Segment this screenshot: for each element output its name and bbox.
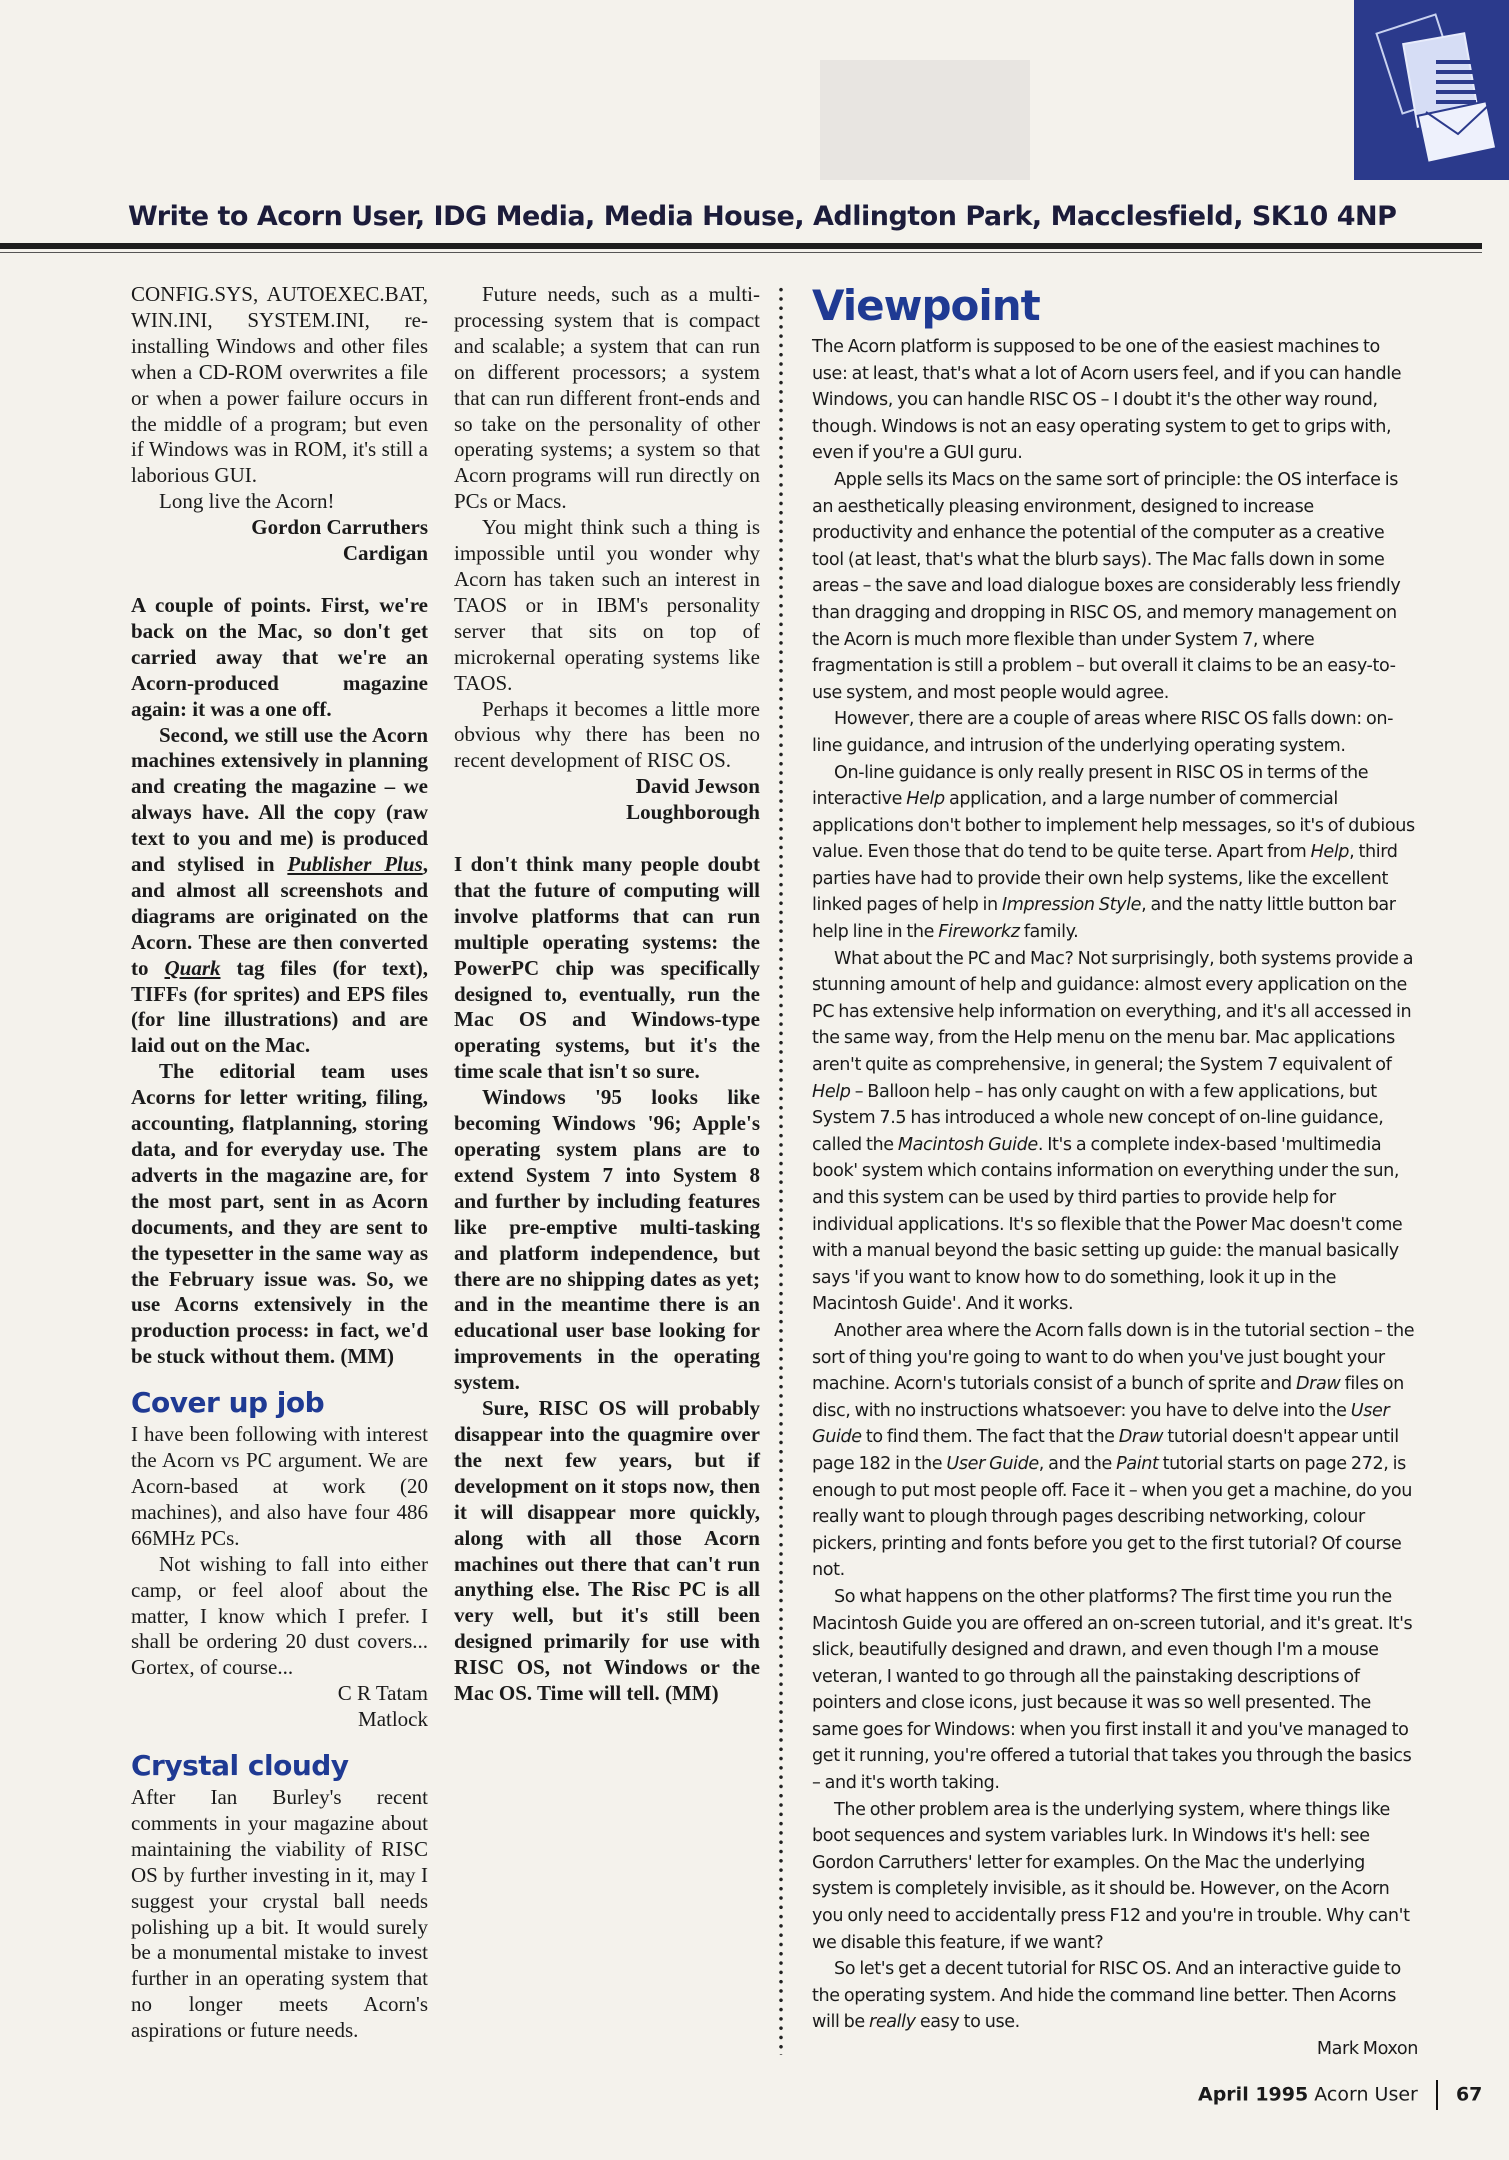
letter-author-place: Matlock [358, 1707, 428, 1732]
editor-reply-paragraph: Windows '95 looks like becoming Windows '96; Apple's operating system plans are to extend System 7 into System 8 and further by including features like pre-emptive multi-tasking and platform independence, but there are no shipping dates as yet; and in the meantime there is an educational user base looking for improvements in the operating system. [454, 1085, 760, 1395]
column-divider-dots [779, 285, 783, 2055]
viewpoint-paragraph: What about the PC and Mac? Not surprisingly, both systems provide a stunning amount of help and guidance: almost every application on the PC has extensive help information on everything, and it's all accessed in the same way, from the Help menu on the menu bar. Mac applications aren't quite as comprehensive, in general; the System 7 equivalent of Help – Balloon help – has only caught on with a few applications, but System 7.5 has introduced a whole new concept of on-line guidance, called the Macintosh Guide. It's a complete index-based 'multimedia book' system which contains information on everything under the sun, and this system can be used by third parties to provide help for individual applications. It's so flexible that the Power Mac doesn't come with a manual beyond the basic setting up guide: the manual basically says 'if you want to know how to do something, look it up in the Macintosh Guide'. And it works. [812, 948, 1414, 1315]
letter-author-name: David Jewson [635, 774, 760, 799]
letters-address: Write to Acorn User, IDG Media, Media House, Adlington Park, Macclesfield, SK10 4NP [128, 201, 1397, 232]
column-1 [131, 282, 428, 2043]
letter-paragraph: You might think such a thing is impossible until you wonder why Acorn has taken such an interest in TAOS or in IBM's personality server that sits on top of microkernal operating systems like TAOS. [454, 515, 760, 695]
issue-date: April 1995 [1198, 2083, 1309, 2106]
letter-heading: Crystal cloudy [131, 1749, 349, 1783]
viewpoint-paragraph: However, there are a couple of areas where RISC OS falls down: on-line guidance, and intrusion of the underlying operating system. [812, 709, 1394, 756]
viewpoint-paragraph: So let's get a decent tutorial for RISC OS. And an interactive guide to the operating system. And hide the command line better. Then Acorns will be really easy to use. [812, 1959, 1401, 2033]
letter-paragraph: CONFIG.SYS, AUTOEXEC.BAT, WIN.INI, SYSTEM.INI, re-installing Windows and other files when a CD-ROM overwrites a file or when a power failure occurs in the middle of a program; but even if Windows was in ROM, it's still a laborious GUI. [131, 282, 428, 488]
viewpoint-paragraph: The Acorn platform is supposed to be one of the easiest machines to use: at least, that's what a lot of Acorn users feel, and if you can handle Windows, you can handle RISC OS – I doubt it's the other way round, though. Windows is not an easy operating system to get to grips with, even if you're a GUI guru. [812, 337, 1402, 464]
editor-reply-paragraph: Second, we still use the Acorn machines extensively in planning and creating the magazine – we always have. All the copy (raw text to you and me) is produced and stylised in Publisher Plus, and almost all screenshots and diagrams are originated on the Acorn. These are then converted to Quark tag files (for text), TIFFs (for sprites) and EPS files (for line illustrations) and are laid out on the Mac. [131, 722, 428, 1058]
letter-heading: Cover up job [131, 1386, 325, 1420]
viewpoint-paragraph: On-line guidance is only really present in RISC OS in terms of the interactive Help application, and a large number of commercial applications don't bother to implement help messages, so it's of dubious value. Even those that do tend to be quite terse. Apart from Help, third parties have had to provide their own help systems, like the excellent linked pages of help in Impression Style, and the natty little button bar help line in the Fireworkz family. [812, 762, 1415, 943]
header-rule [0, 243, 1482, 249]
viewpoint-paragraph: The other problem area is the underlying system, where things like boot sequences and system variables lurk. In Windows it's hell: see Gordon Carruthers' letter for examples. On the Mac the underlying system is completely invisible, as it should be. However, on the Acorn you only need to accidentally press F12 and you're in trouble. Why can't we disable this feature, if we want? [812, 1799, 1410, 1953]
viewpoint-heading: Viewpoint [812, 281, 1040, 330]
editor-reply-paragraph: I don't think many people doubt that the future of computing will involve platforms that can run multiple operating systems: the PowerPC chip was specifically designed to, eventually, run the Mac OS and Windows-type operating systems, but it's the time scale that isn't so sure. [454, 852, 760, 1084]
letter-author-place: Cardigan [342, 541, 428, 566]
viewpoint-paragraph: Apple sells its Macs on the same sort of principle: the OS interface is an aesthetically pleasing environment, designed to increase productivity and enhance the potential of the computer as a creative tool (at least, that's what the blurb says). The Mac falls down in some areas – the save and load dialogue boxes are considerably less friendly than dragging and dropping in RISC OS, and memory management on the Acorn is much more flexible than under System 7, where fragmentation is still a problem – but overall it claims to be an easy-to-use system, and most people would agree. [812, 469, 1401, 703]
editor-reply-paragraph: A couple of points. First, we're back on the Mac, so don't get carried away that we're an Acorn-produced magazine again: it was a one off. [131, 592, 428, 721]
viewpoint-column [812, 282, 1418, 2063]
column-2 [454, 282, 760, 1707]
header-rule-thin [0, 252, 1482, 253]
viewpoint-paragraph: Another area where the Acorn falls down is in the tutorial section – the sort of thing you're going to want to do when you've just bought your machine. Acorn's tutorials consist of a bunch of sprite and Draw files on disc, with no instructions whatsoever: you have to delve into the User Guide to find them. The fact that the Draw tutorial doesn't appear until page 182 in the User Guide, and the Paint tutorial starts on page 272, is enough to put most people off. Face it – when you get a machine, do you really want to plough through pages describing networking, colour pickers, printing and fonts before you get to the first tutorial? Of course not. [812, 1320, 1415, 1581]
letter-author-name: C R Tatam [337, 1681, 428, 1706]
page-footer [1198, 2080, 1482, 2110]
viewpoint-paragraph: So what happens on the other platforms? The first time you run the Macintosh Guide you are offered an on-screen tutorial, and it's great. It's slick, beautifully designed and drawn, and even though I'm a mouse veteran, I wanted to go through all the painstaking descriptions of pointers and close icons, just because it was so well presented. The same goes for Windows: when you first install it and you've managed to get it running, you're offered a tutorial that takes you through the basics – and it's worth taking. [812, 1586, 1413, 1794]
faded-background-print [820, 60, 1030, 180]
footer-separator [1436, 2080, 1438, 2110]
editor-reply-paragraph: The editorial team uses Acorns for letter writing, filing, accounting, flatplanning, storing data, and for everyday use. The adverts in the magazine are, for the most part, sent in as Acorn documents, and they are sent to the typesetter in the same way as the February issue was. So, we use Acorns extensively in the production process: in fact, we'd be stuck without them. (MM) [131, 1059, 428, 1369]
letter-paragraph: I have been following with interest the Acorn vs PC argument. We are Acorn-based at work (20 machines), and also have four 486 66MHz PCs. [131, 1422, 428, 1550]
letter-paragraph: Perhaps it becomes a little more obvious why there has been no recent development of RISC OS. [454, 696, 760, 773]
letters-section-icon [1354, 0, 1509, 180]
letter-author-name: Gordon Carruthers [251, 515, 428, 540]
letter-paragraph: Future needs, such as a multi-processing system that is compact and scalable; a system that can run on different processors; a system that can run different front-ends and so take on the personality of other operating systems; a system so that Acorn programs will run directly on PCs or Macs. [454, 282, 760, 514]
editor-reply-paragraph: Sure, RISC OS will probably disappear into the quagmire over the next few years, but if development on it stops now, then it will disappear more quickly, along with all those Acorn machines out there that can't run anything else. The Risc PC is all very well, but it's still been designed primarily for use with RISC OS, not Windows or the Mac OS. Time will tell. (MM) [454, 1396, 760, 1706]
page-number: 67 [1455, 2083, 1483, 2106]
letter-paragraph: After Ian Burley's recent comments in your magazine about maintaining the viability of RISC OS by further investing in it, may I suggest your crystal ball needs polishing up a bit. It would surely be a monumental mistake to invest further in an operating system that no longer meets Acorn's aspirations or future needs. [131, 1785, 428, 2043]
letter-paragraph: Not wishing to fall into either camp, or feel aloof about the matter, I know which I prefer. I shall be ordering 20 dust covers... Gortex, of course... [131, 1551, 428, 1680]
magazine-name: Acorn User [1314, 2083, 1418, 2106]
letter-author-place: Loughborough [626, 800, 760, 825]
letters-envelope-icon [1362, 8, 1502, 173]
viewpoint-author: Mark Moxon [1316, 2039, 1418, 2059]
letter-paragraph: Long live the Acorn! [159, 489, 335, 514]
